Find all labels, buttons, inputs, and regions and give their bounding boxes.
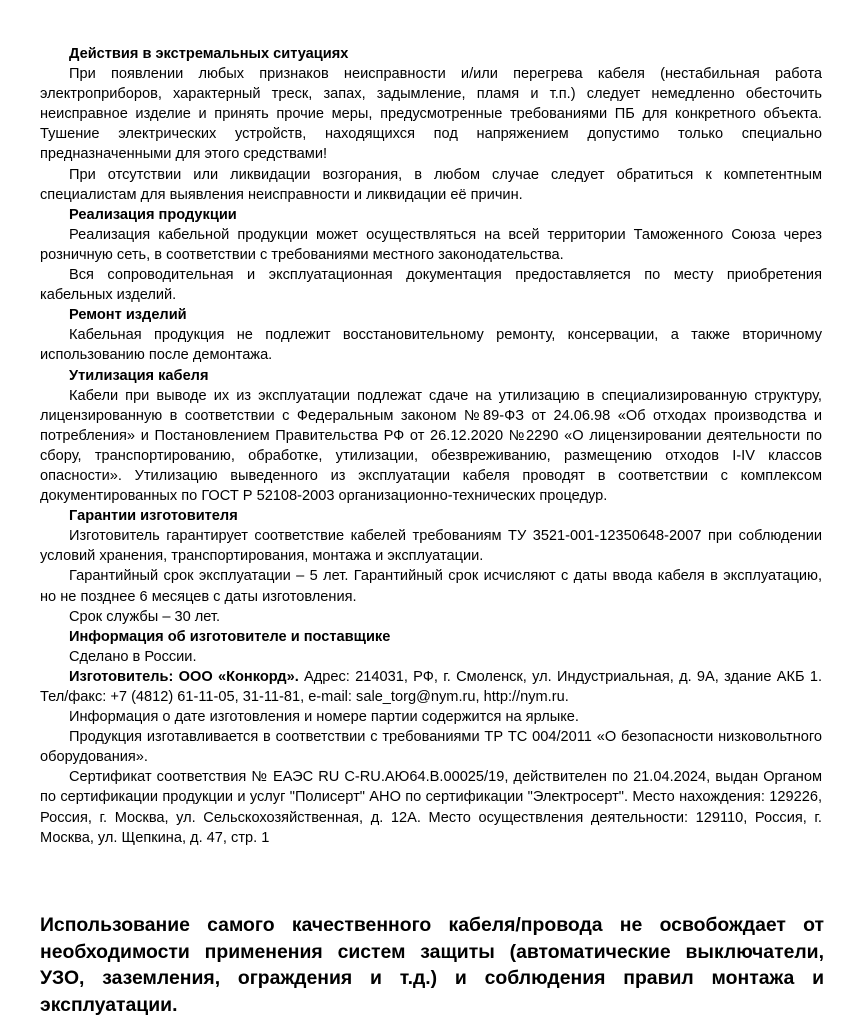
paragraph: Кабельная продукция не подлежит восстановительному ремонту, консервации, а также вторичному использованию после демонтажа. (40, 327, 822, 364)
manufacturer-details: Адрес: 214031, РФ, г. Смоленск, ул. Индустриальная, д. 9А, здание АКБ 1. Тел/факс: +7 (4812) 61-11-05, 31-11-81, e-mail: sale_torg@nym.ru, http://nym.ru. (40, 668, 822, 705)
paragraph: Вся сопроводительная и эксплуатационная документация предоставляется по месту приобретения кабельных изделий. (40, 267, 822, 304)
paragraph: Продукция изготавливается в соответствии с требованиями ТР ТС 004/2011 «О безопасности низковольтного оборудования». (40, 729, 822, 766)
paragraph: Кабели при выводе их из эксплуатации подлежат сдаче на утилизацию в специализированную структуру, лицензированную в соответствии с Федеральным законом №89-ФЗ от 24.06.98 «Об отходах производства и потребления» и Постановлением Правительства РФ от 26.12.2020 №2290 «О лицензировании деятельности по сбору, транспортированию, обработке, утилизации, обезвреживанию, размещению отходов I-IV классов опасности». Утилизацию выведенного из эксплуатации кабеля проводят в соответствии с комплексом документированных по ГОСТ Р 52108-2003 организационно-технических процедур. (40, 387, 822, 505)
heading-extreme-situations: Действия в экстремальных ситуациях (69, 46, 349, 62)
safety-warning: Использование самого качественного кабеля/провода не освобождает от необходимости применения систем защиты (автоматические выключатели, УЗО, заземления, ограждения и т.д.) и соблюдения правил монтажа и эксплуатации. (40, 914, 824, 1016)
heading-product-sale: Реализация продукции (69, 206, 237, 223)
paragraph: Гарантийный срок эксплуатации – 5 лет. Гарантийный срок исчисляют с даты ввода кабеля в эксплуатацию, но не позднее 6 месяцев с даты изготовления. (40, 568, 822, 605)
heading-repair: Ремонт изделий (69, 307, 187, 324)
manufacturer-label: Изготовитель: ООО «Конкорд». (69, 668, 299, 685)
heading-warranty: Гарантии изготовителя (69, 508, 238, 525)
paragraph: При отсутствии или ликвидации возгорания, в любом случае следует обратиться к компетентным специалистам для выявления неисправности и ликвидации её причин. (40, 166, 822, 203)
heading-manufacturer-info: Информация об изготовителе и поставщике (69, 628, 391, 645)
paragraph: Срок службы – 30 лет. (69, 608, 221, 625)
paragraph: Реализация кабельной продукции может осуществляться на всей территории Таможенного Союза через розничную сеть, в соответствии с требованиями местного законодательства. (40, 226, 822, 263)
heading-disposal: Утилизация кабеля (69, 367, 209, 384)
manufacturer-paragraph (40, 667, 822, 707)
paragraph: Сделано в России. (69, 648, 197, 665)
paragraph: Информация о дате изготовления и номере партии содержится на ярлыке. (69, 709, 579, 726)
paragraph: Изготовитель гарантирует соответствие кабелей требованиям ТУ 3521-001-12350648-2007 при соблюдении условий хранения, транспортирования, монтажа и эксплуатации. (40, 528, 822, 565)
certificate-paragraph: Сертификат соответствия № ЕАЭС RU C-RU.АЮ64.В.00025/19, действителен по 21.04.2024, выдан Органом по сертификации продукции и услуг "Полисерт" АНО по сертификации "Электросерт". Место нахождения: 129226, Россия, г. Москва, ул. Сельскохозяйственная, д. 12А. Место осуществления деятельности: 129110, Россия, г. Москва, ул. Щепкина, д. 47, стр. 1 (40, 769, 822, 846)
document-body (40, 44, 822, 848)
paragraph: При появлении любых признаков неисправности и/или перегрева кабеля (нестабильная работа электроприборов, характерный треск, запах, задымление, пламя и т.п.) следует немедленно обесточить неисправное изделие и принять прочие меры, предусмотренные требованиями ПБ для конкретного объекта. Тушение электрических устройств, находящихся под напряжением допустимо только специально предназначенными для этого средствами! (40, 66, 822, 163)
